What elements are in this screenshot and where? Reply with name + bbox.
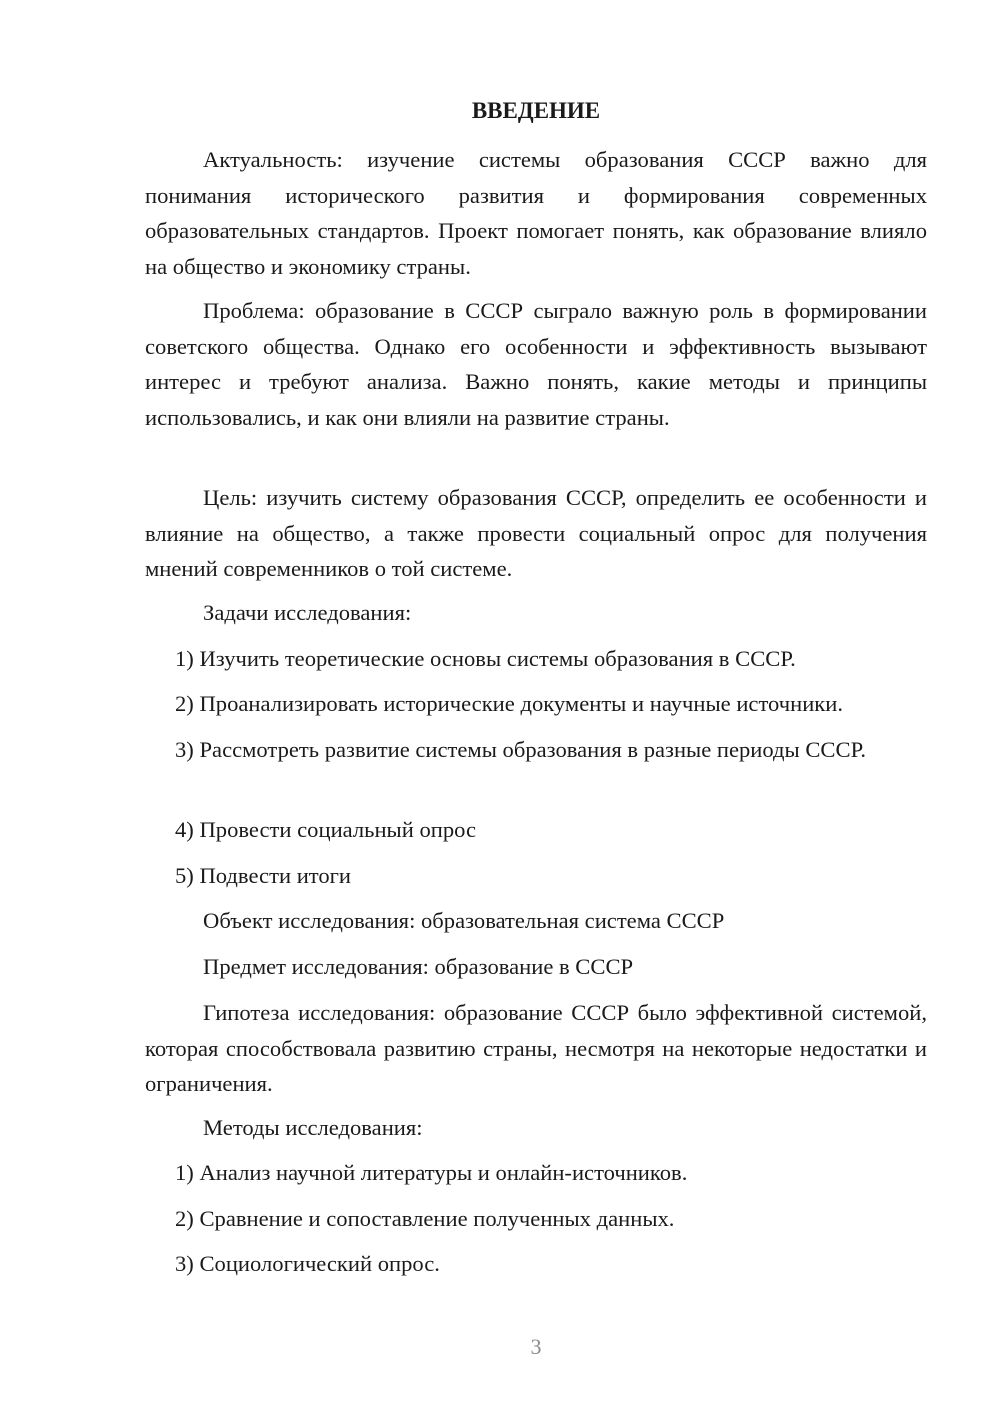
methods-heading: Методы исследования: [203, 1115, 423, 1140]
subject-paragraph: Предмет исследования: образование в СССР [203, 954, 634, 979]
hypothesis-paragraph: Гипотеза исследования: образование СССР было эффективной системой, которая способствовала развитию страны, несмотря на некоторые недостатки и ограничения. [145, 1000, 927, 1096]
task-item: 1) Изучить теоретические основы системы образования в СССР. [175, 646, 796, 671]
tasks-heading: Задачи исследования: [203, 600, 412, 625]
task-item: 2) Проанализировать исторические документы и научные источники. [175, 691, 844, 716]
goal-paragraph: Цель: изучить систему образования СССР, определить ее особенности и влияние на общество, а также провести социальный опрос для получения мнений современников о той системе. [145, 485, 927, 581]
relevance-paragraph: Актуальность: изучение системы образования СССР важно для понимания исторического развития и формирования современных образовательных стандартов. Проект помогает понять, как образование влияло на общество и экономику страны. [145, 147, 927, 279]
method-item: 1) Анализ научной литературы и онлайн-источников. [175, 1160, 688, 1185]
page-number: 3 [530, 1334, 542, 1359]
task-item: 4) Провести социальный опрос [175, 817, 477, 842]
page-title: ВВЕДЕНИЕ [471, 98, 601, 123]
method-item: 3) Социологический опрос. [175, 1251, 440, 1276]
object-paragraph: Объект исследования: образовательная система СССР [203, 908, 725, 933]
method-item: 2) Сравнение и сопоставление полученных данных. [175, 1206, 675, 1231]
task-item: 3) Рассмотреть развитие системы образования в разные периоды СССР. [175, 737, 866, 762]
problem-paragraph: Проблема: образование в СССР сыграло важную роль в формировании советского общества. Однако его особенности и эффективность вызывают интерес и требуют анализа. Важно понять, какие методы и принципы использовались, и как они влияли на развитие страны. [145, 298, 927, 430]
task-item: 5) Подвести итоги [175, 863, 352, 888]
